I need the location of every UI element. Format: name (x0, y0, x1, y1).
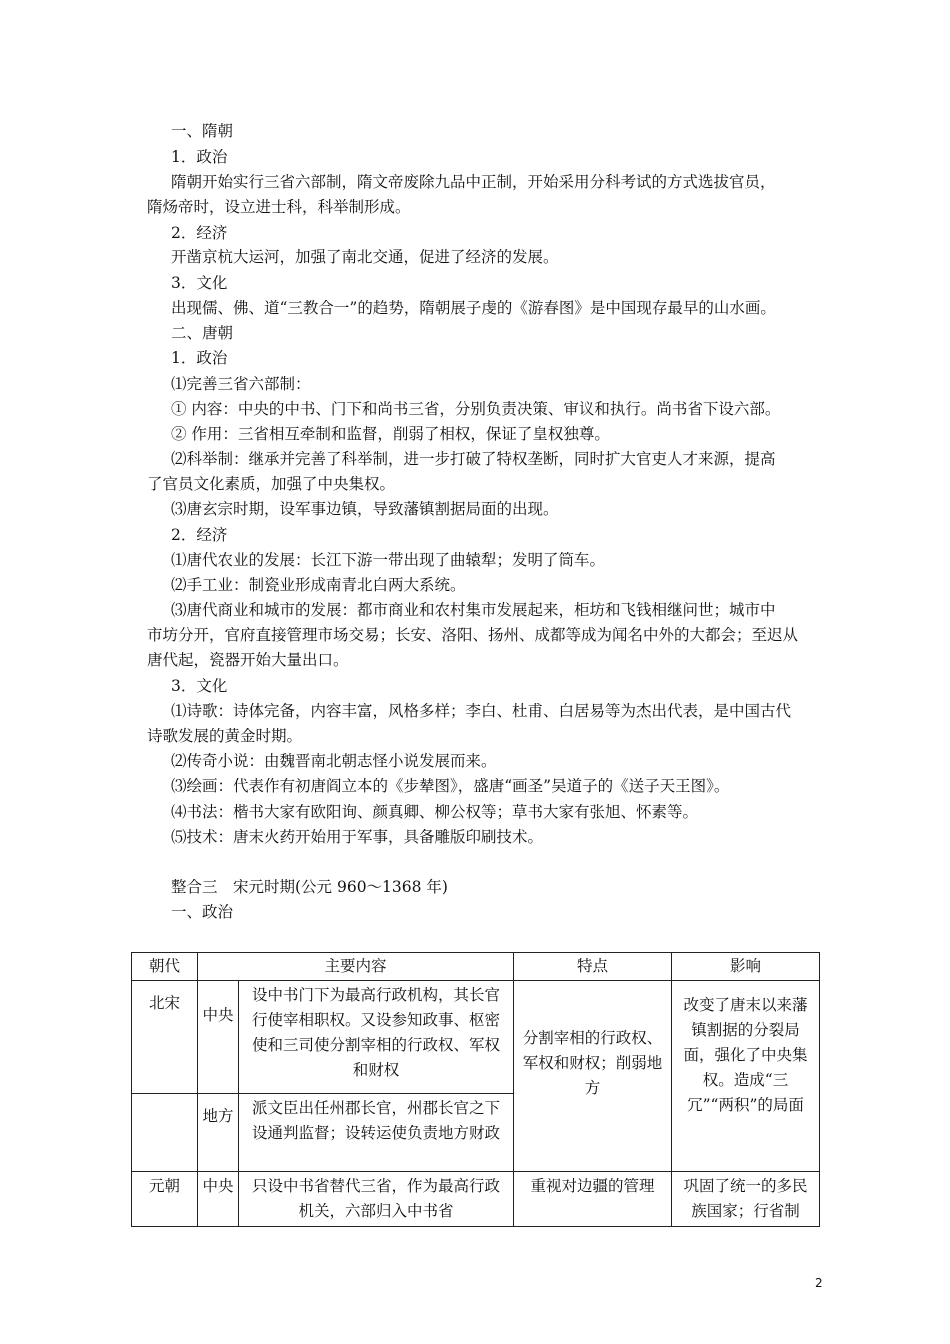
level-cell: 中央 (198, 1172, 239, 1227)
page-number: 2 (815, 1276, 823, 1290)
subheading-culture: 3．文化 (171, 274, 228, 292)
table-header-row (132, 953, 820, 981)
paragraph-line: ⑴诗歌：诗体完备，内容丰富，风格多样；李白、杜甫、白居易等为杰出代表，是中国古代 (171, 702, 792, 720)
header-dynasty: 朝代 (132, 953, 198, 981)
content-cell: 设中书门下为最高行政机构，其长官行使宰相职权。又设参知政事、枢密使和三司使分割宰相的行政权、军权和财权 (239, 981, 514, 1094)
feature-cell: 分割宰相的行政权、军权和财权；削弱地方 (514, 981, 672, 1172)
dynasty-cell: 北宋 (132, 981, 198, 1094)
subheading-politics: 一、政治 (171, 903, 234, 921)
table-row (132, 1172, 820, 1227)
paragraph-line: 了官员文化素质，加强了中央集权。 (147, 475, 396, 493)
paragraph-line: ⑵传奇小说：由魏晋南北朝志怪小说发展而来。 (171, 752, 497, 770)
content-cell: 派文臣出任州郡长官，州郡长官之下设通判监督；设转运使负责地方财政 (239, 1094, 514, 1172)
subheading-politics: 1．政治 (171, 349, 228, 367)
subheading-culture: 3．文化 (171, 677, 228, 695)
subheading-economy: 2．经济 (171, 526, 228, 544)
paragraph-line: ⑶绘画：代表作有初唐阎立本的《步辇图》，盛唐“画圣”吴道子的《送子天王图》。 (171, 777, 730, 795)
paragraph-line: ⑴唐代农业的发展：长江下游一带出现了曲辕犁；发明了筒车。 (171, 551, 606, 569)
level-cell: 中央 (198, 981, 239, 1094)
dynasty-cell-empty (132, 1094, 198, 1172)
paragraph-line: 隋朝开始实行三省六部制，隋文帝废除九品中正制，开始采用分科考试的方式选拔官员， (171, 173, 776, 191)
dynasty-cell: 元朝 (132, 1172, 198, 1227)
impact-cell: 改变了唐末以来藩镇割据的分裂局面，强化了中央集权。造成“三冗”“两积”的局面 (672, 981, 820, 1172)
paragraph-line: 诗歌发展的黄金时期。 (147, 727, 303, 745)
paragraph-line: ⑶唐玄宗时期，设军事边镇，导致藩镇割据局面的出现。 (171, 500, 559, 518)
section-title-song-yuan: 整合三 宋元时期(公元 960～1368 年) (171, 878, 448, 896)
impact-cell: 巩固了统一的多民族国家；行省制 (672, 1172, 820, 1227)
paragraph-line: 开凿京杭大运河，加强了南北交通，促进了经济的发展。 (171, 248, 559, 266)
paragraph-line: ⑴完善三省六部制： (171, 375, 311, 393)
paragraph-line: 隋炀帝时，设立进士科，科举制形成。 (147, 198, 411, 216)
paragraph-line: ① 内容：中央的中书、门下和尚书三省，分别负责决策、审议和执行。尚书省下设六部。 (171, 400, 781, 418)
header-main-content: 主要内容 (198, 953, 514, 981)
paragraph-line: ⑵科举制：继承并完善了科举制，进一步打破了特权垄断，同时扩大官吏人才来源，提高 (171, 450, 776, 468)
header-feature: 特点 (514, 953, 672, 981)
song-yuan-politics-table (131, 952, 820, 1227)
level-cell: 地方 (198, 1094, 239, 1172)
subheading-politics: 1．政治 (171, 148, 228, 166)
paragraph-line: 市坊分开，官府直接管理市场交易；长安、洛阳、扬州、成都等成为闻名中外的大都会；至迟从 (147, 626, 799, 644)
content-cell: 只设中书省替代三省，作为最高行政机关，六部归入中书省 (239, 1172, 514, 1227)
table-row (132, 981, 820, 1094)
paragraph-line: 出现儒、佛、道“三教合一”的趋势，隋朝展子虔的《游春图》是中国现存最早的山水画。 (171, 299, 776, 317)
paragraph-line: ⑷书法：楷书大家有欧阳询、颜真卿、柳公权等；草书大家有张旭、怀素等。 (171, 803, 699, 821)
paragraph-line: 唐代起，瓷器开始大量出口。 (147, 651, 349, 669)
paragraph-line: ⑸技术：唐末火药开始用于军事，具备雕版印刷技术。 (171, 828, 544, 846)
subheading-economy: 2．经济 (171, 224, 228, 242)
paragraph-line: ⑵手工业：制瓷业形成南青北白两大系统。 (171, 576, 466, 594)
section-heading-tang: 二、唐朝 (171, 324, 234, 342)
header-impact: 影响 (672, 953, 820, 981)
paragraph-line: ⑶唐代商业和城市的发展：都市商业和农村集市发展起来，柜坊和飞钱相继问世；城市中 (171, 601, 776, 619)
paragraph-line: ② 作用：三省相互牵制和监督，削弱了相权，保证了皇权独尊。 (171, 425, 610, 443)
feature-cell: 重视对边疆的管理 (514, 1172, 672, 1227)
section-heading-sui: 一、隋朝 (171, 122, 234, 140)
